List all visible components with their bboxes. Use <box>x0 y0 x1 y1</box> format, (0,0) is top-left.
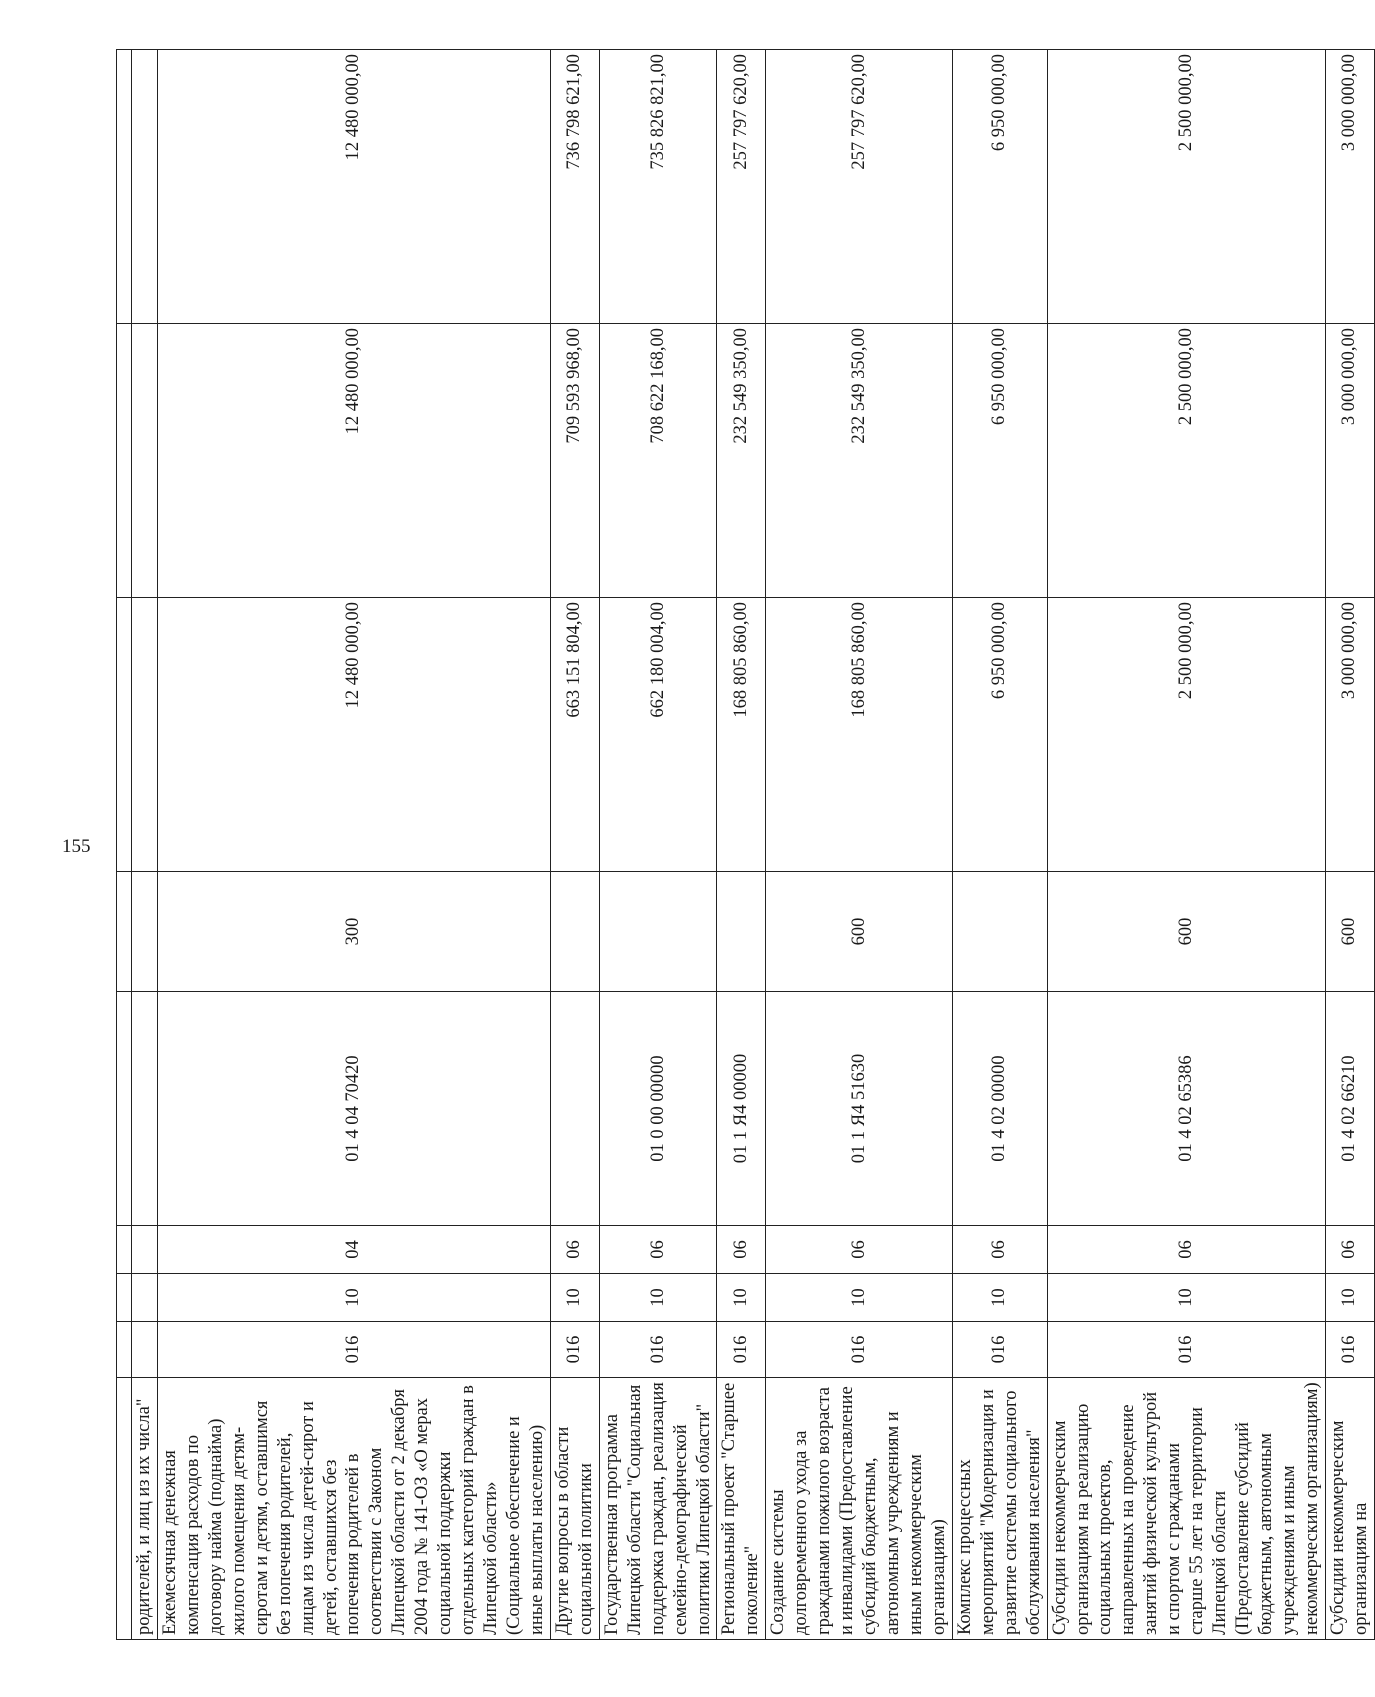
amount-year-3: 735 826 821,00 <box>599 50 717 324</box>
section-code <box>132 1274 158 1322</box>
item-name: Государственная программа Липецкой области "Социальная поддержка граждан, реализация семейно-демографической политики Липецкой области" <box>599 1378 717 1640</box>
table-row <box>1047 50 1325 1640</box>
section-code: 10 <box>599 1274 717 1322</box>
item-name: Субсидии некоммерческим организациям на реализацию социальных проектов, направленных на проведение занятий физической культурой и спортом с гражданами старше 55 лет на территории Липецкой области (Предоставление субсидий бюджетным, автономным учреждениям и иным некоммерческим организациям) <box>1047 1378 1325 1640</box>
section-code: 10 <box>717 1274 766 1322</box>
admin-code: 016 <box>157 1322 550 1378</box>
target-item-code: 01 0 00 00000 <box>599 992 717 1226</box>
section-code: 10 <box>550 1274 599 1322</box>
expense-type-code: 300 <box>157 872 550 992</box>
table-cell <box>117 1378 132 1640</box>
budget-table <box>116 49 1375 1640</box>
table-row <box>157 50 550 1640</box>
target-item-code: 01 1 Я4 00000 <box>717 992 766 1226</box>
amount-year-1: 3 000 000,00 <box>1325 598 1374 872</box>
target-item-code <box>550 992 599 1226</box>
item-name: Создание системы долговременного ухода за гражданами пожилого возраста и инвалидами (Предоставление субсидий бюджетным, автономным учреждениям и иным некоммерческим организациям) <box>766 1378 953 1640</box>
item-name: Комплекс процессных мероприятий "Модернизация и развитие системы социального обслуживания населения" <box>952 1378 1047 1640</box>
section-code: 10 <box>952 1274 1047 1322</box>
amount-year-1: 6 950 000,00 <box>952 598 1047 872</box>
table-row <box>717 50 766 1640</box>
table-cell <box>117 50 132 324</box>
subsection-code: 06 <box>550 1226 599 1274</box>
table-cell <box>117 598 132 872</box>
table-body <box>117 50 1375 1640</box>
admin-code: 016 <box>550 1322 599 1378</box>
amount-year-3: 736 798 621,00 <box>550 50 599 324</box>
subsection-code: 06 <box>952 1226 1047 1274</box>
amount-year-2: 708 622 168,00 <box>599 324 717 598</box>
expense-type-code: 600 <box>766 872 953 992</box>
section-code: 10 <box>1325 1274 1374 1322</box>
admin-code: 016 <box>599 1322 717 1378</box>
amount-year-3: 257 797 620,00 <box>766 50 953 324</box>
table-cell <box>117 1226 132 1274</box>
table-cell <box>117 1274 132 1322</box>
section-code: 10 <box>157 1274 550 1322</box>
expense-type-code <box>599 872 717 992</box>
admin-code: 016 <box>1047 1322 1325 1378</box>
amount-year-2: 232 549 350,00 <box>766 324 953 598</box>
amount-year-2: 3 000 000,00 <box>1325 324 1374 598</box>
admin-code: 016 <box>952 1322 1047 1378</box>
amount-year-1: 12 480 000,00 <box>157 598 550 872</box>
expense-type-code: 600 <box>1325 872 1374 992</box>
subsection-code: 06 <box>1325 1226 1374 1274</box>
admin-code: 016 <box>1325 1322 1374 1378</box>
subsection-code: 06 <box>599 1226 717 1274</box>
table-row <box>766 50 953 1640</box>
subsection-code <box>132 1226 158 1274</box>
expense-type-code <box>717 872 766 992</box>
amount-year-1: 2 500 000,00 <box>1047 598 1325 872</box>
subsection-code: 06 <box>717 1226 766 1274</box>
target-item-code: 01 1 Я4 51630 <box>766 992 953 1226</box>
amount-year-1: 663 151 804,00 <box>550 598 599 872</box>
amount-year-3: 3 000 000,00 <box>1325 50 1374 324</box>
amount-year-2 <box>132 324 158 598</box>
amount-year-2: 709 593 968,00 <box>550 324 599 598</box>
table-cell <box>117 1322 132 1378</box>
table-cell <box>117 324 132 598</box>
section-code: 10 <box>1047 1274 1325 1322</box>
expense-type-code: 600 <box>1047 872 1325 992</box>
table-row <box>132 50 158 1640</box>
amount-year-3: 257 797 620,00 <box>717 50 766 324</box>
item-name: Региональный проект "Старшее поколение" <box>717 1378 766 1640</box>
amount-year-1 <box>132 598 158 872</box>
admin-code: 016 <box>717 1322 766 1378</box>
target-item-code: 01 4 02 66210 <box>1325 992 1374 1226</box>
subsection-code: 06 <box>1047 1226 1325 1274</box>
expense-type-code <box>132 872 158 992</box>
item-name: Другие вопросы в области социальной политики <box>550 1378 599 1640</box>
table-row <box>952 50 1047 1640</box>
amount-year-3: 6 950 000,00 <box>952 50 1047 324</box>
amount-year-3 <box>132 50 158 324</box>
expense-type-code <box>550 872 599 992</box>
subsection-code: 06 <box>766 1226 953 1274</box>
amount-year-2: 2 500 000,00 <box>1047 324 1325 598</box>
amount-year-3: 2 500 000,00 <box>1047 50 1325 324</box>
item-name: Ежемесячная денежная компенсация расходов по договору найма (поднайма) жилого помещения детям-сиротам и детям, оставшимся без попечения родителей, лицам из числа детей-сирот и детей, оставшихся без попечения родителей в соответствии с Законом Липецкой области от 2 декабря 2004 года № 141-ОЗ «О мерах социальной поддержки отдельных категорий граждан в Липецкой области» (Социальное обеспечение и иные выплаты населению) <box>157 1378 550 1640</box>
item-name: родителей, и лиц из их числа" <box>132 1378 158 1640</box>
amount-year-1: 168 805 860,00 <box>766 598 953 872</box>
target-item-code <box>132 992 158 1226</box>
section-code: 10 <box>766 1274 953 1322</box>
expense-type-code <box>952 872 1047 992</box>
admin-code <box>132 1322 158 1378</box>
amount-year-2: 12 480 000,00 <box>157 324 550 598</box>
page-number: 155 <box>62 836 91 857</box>
table-row <box>599 50 717 1640</box>
amount-year-2: 232 549 350,00 <box>717 324 766 598</box>
table-cell <box>117 992 132 1226</box>
table-row <box>550 50 599 1640</box>
subsection-code: 04 <box>157 1226 550 1274</box>
amount-year-3: 12 480 000,00 <box>157 50 550 324</box>
item-name: Субсидии некоммерческим организациям на <box>1325 1378 1374 1640</box>
table-row <box>1325 50 1374 1640</box>
admin-code: 016 <box>766 1322 953 1378</box>
rotated-table-container <box>116 50 1371 1640</box>
amount-year-2: 6 950 000,00 <box>952 324 1047 598</box>
target-item-code: 01 4 04 70420 <box>157 992 550 1226</box>
target-item-code: 01 4 02 00000 <box>952 992 1047 1226</box>
amount-year-1: 168 805 860,00 <box>717 598 766 872</box>
target-item-code: 01 4 02 65386 <box>1047 992 1325 1226</box>
table-cell <box>117 872 132 992</box>
amount-year-1: 662 180 004,00 <box>599 598 717 872</box>
table-header-stub-row <box>117 50 132 1640</box>
